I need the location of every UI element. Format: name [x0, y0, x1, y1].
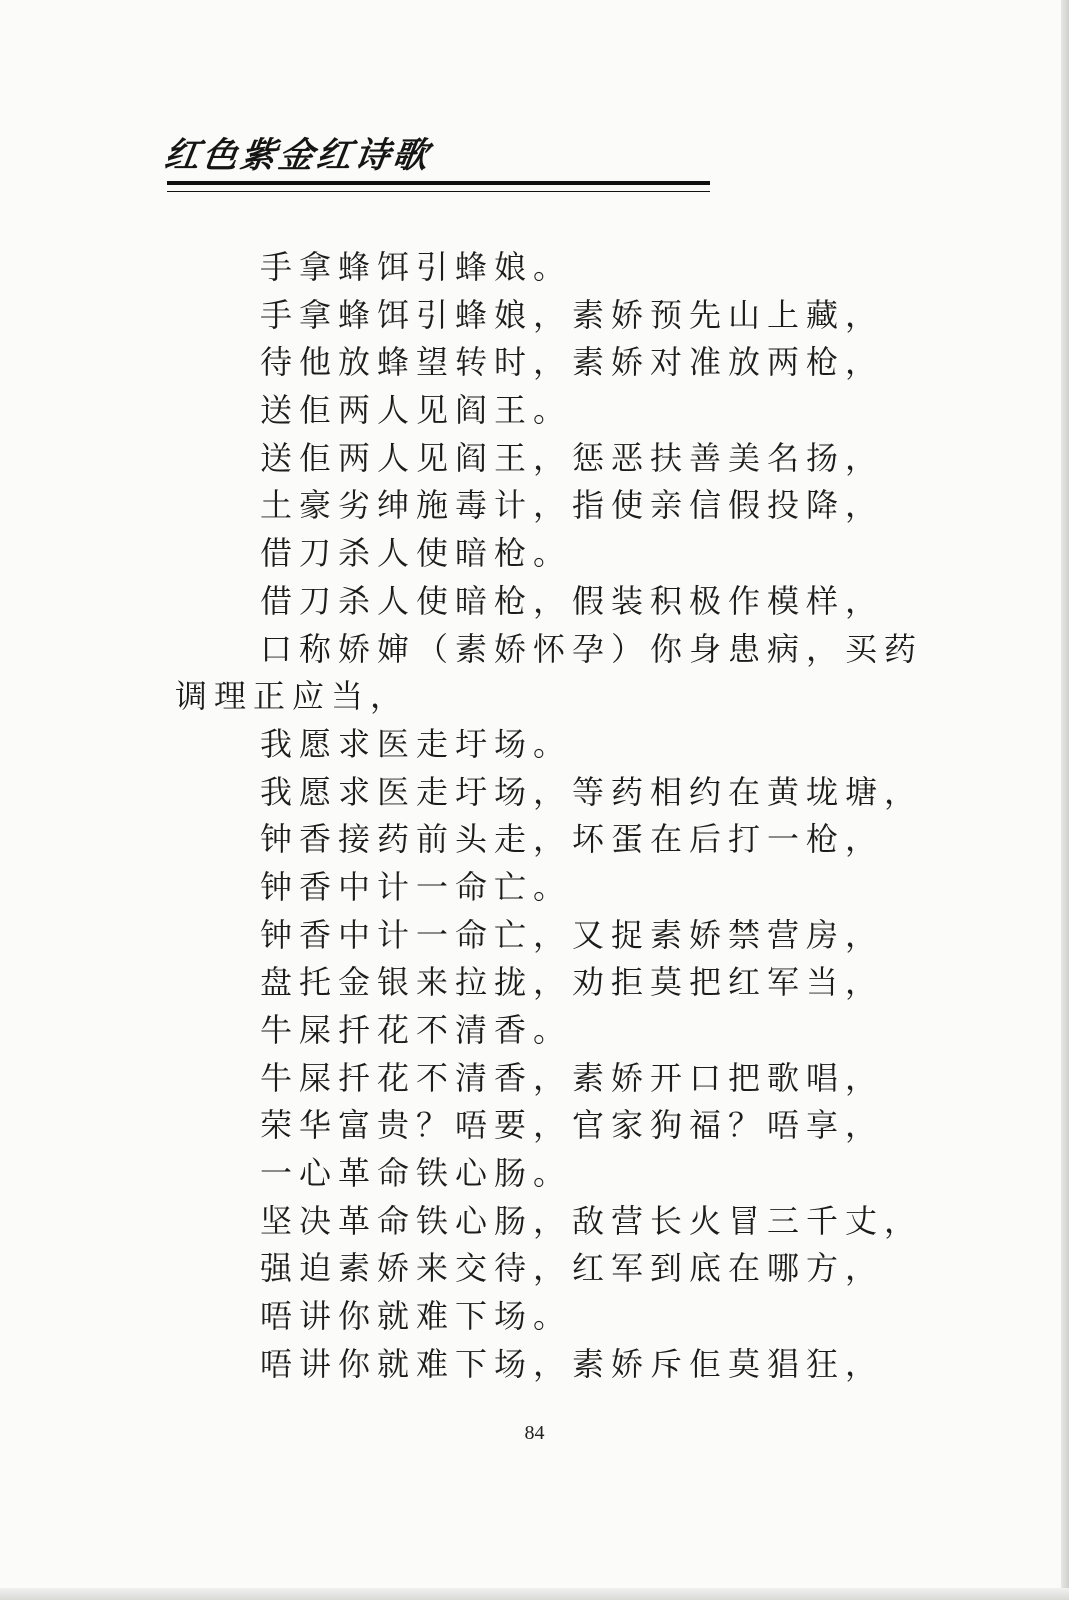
running-header-title: 红色紫金红诗歌 — [161, 135, 434, 176]
poem-line: 口称娇婶（素娇怀孕）你身患病，买药 — [260, 629, 924, 668]
page-edge — [1061, 0, 1069, 1600]
poem-line: 土豪劣绅施毒计，指使亲信假投降， — [260, 486, 885, 525]
poem-line: 唔讲你就难下场，素娇斥佢莫猖狂， — [260, 1344, 885, 1383]
poem-line: 一心革命铁心肠。 — [260, 1154, 573, 1193]
poem-line: 手拿蜂饵引蜂娘，素娇预先山上藏， — [260, 295, 885, 334]
poem-line: 调理正应当， — [175, 677, 410, 716]
poem-body — [175, 244, 985, 1389]
poem-line: 唔讲你就难下场。 — [260, 1297, 573, 1336]
poem-line: 强迫素娇来交待，红军到底在哪方， — [260, 1249, 885, 1288]
poem-line: 盘托金银来拉拢，劝拒莫把红军当， — [260, 963, 885, 1002]
poem-line: 送佢两人见阎王，惩恶扶善美名扬， — [260, 438, 885, 477]
poem-line: 我愿求医走圩场，等药相约在黄垅塘， — [260, 772, 924, 811]
poem-line: 借刀杀人使暗枪，假装积极作模样， — [260, 581, 885, 620]
poem-line: 钟香接药前头走，坏蛋在后打一枪， — [260, 820, 885, 859]
page-number: 84 — [524, 1422, 545, 1444]
poem-line: 待他放蜂望转时，素娇对准放两枪， — [260, 343, 885, 382]
header-rule-thick — [167, 181, 710, 185]
page-bottom-edge — [0, 1588, 1069, 1600]
poem-line: 牛屎扦花不清香。 — [260, 1011, 573, 1049]
poem-line: 借刀杀人使暗枪。 — [260, 534, 573, 573]
poem-line: 牛屎扦花不清香，素娇开口把歌唱， — [260, 1058, 885, 1097]
poem-line: 钟香中计一命亡。 — [260, 867, 573, 906]
poem-line: 我愿求医走圩场。 — [260, 724, 573, 763]
header-rule-thin — [167, 191, 710, 192]
poem-line: 送佢两人见阎王。 — [260, 391, 573, 430]
poem-line: 荣华富贵？唔要，官家狗福？唔享， — [260, 1106, 885, 1145]
poem-line: 钟香中计一命亡，又捉素娇禁营房， — [260, 915, 885, 954]
poem-line: 坚决革命铁心肠，敌营长火冒三千丈， — [260, 1201, 924, 1240]
poem-line: 手拿蜂饵引蜂娘。 — [260, 248, 573, 286]
